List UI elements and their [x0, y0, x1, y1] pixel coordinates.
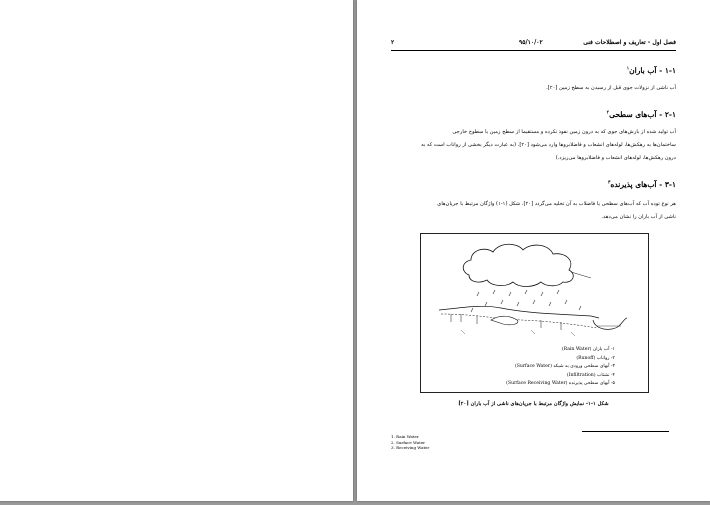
chapter-title: فصل اول - تعاریف و اصطلاحات فنی	[583, 39, 676, 46]
section-body-1: آب ناشی از نزولات جوی قبل از رسیدن به سطح زمین [۲۰].	[546, 85, 676, 91]
section-body-2: آب تولید شده از بارش‌های جوی که به درون زمین نفوذ نکرده و مستقیما از سطح زمین یا سطوح خارجی ساختمان‌ها به رهکش‌ها، لوله‌های انشعاب و فاضلابروها وارد می‌شود [۲۰]. (به عبارت دیگر بخشی از رواناب است که به درون رهکش‌ها، لوله‌های انشعاب و فاضلابروها می‌ریزد.)	[421, 129, 676, 161]
page-header	[391, 39, 676, 51]
ground-hatch	[461, 330, 575, 336]
rain-cloud	[463, 244, 573, 286]
right-page	[357, 0, 710, 501]
figure-caption: شکل ۱-۱- نمایش واژگان مرتبط با جریان‌های ناشی از آب باران [۲۰]	[458, 401, 609, 407]
section-heading-2: ۲-۱ - آب‌های سطحی$^۲$	[606, 110, 676, 119]
legend-item: ۲- رواناب (Runoff)	[576, 355, 615, 361]
receiving-water	[593, 318, 627, 329]
page-number: ۲	[391, 39, 395, 46]
section-heading-1: ۱-۱ - آب باران$^۱$	[626, 66, 676, 75]
rain-drops	[471, 290, 581, 312]
footnote-item: 2. Surface Water	[391, 439, 426, 445]
footnote-item: 1. Rain Water	[391, 434, 419, 439]
legend-item: ۳- آبهای سطحی ورودی به شبکه (Surface Water)	[514, 364, 615, 369]
section-heading-3: ۳-۱ - آب‌های پذیرنده$^۳$	[607, 180, 676, 189]
sewer-pipe	[491, 316, 518, 325]
legend-item: ۱- آب باران (Rain Water)	[561, 347, 615, 352]
header-date: ۹۵/۱۰/۰۲	[519, 39, 543, 46]
figure-legend	[475, 346, 615, 389]
footnote-item: 3. Receiving Water	[391, 445, 430, 451]
footnotes	[391, 434, 429, 451]
left-page	[0, 0, 353, 501]
section-body-3: هر نوع توده آب که آب‌های سطحی یا فاضلاب به آن تخلیه می‌گردد [۲۰]. شکل (۱-۱) واژگان مرتبط با جریان‌های ناشی از آب باران را نشان می‌دهد.	[437, 201, 676, 220]
pointer-line	[571, 272, 591, 278]
runoff-flow	[441, 314, 597, 328]
legend-item: ۴- نشتاب (Infiltration)	[566, 372, 615, 378]
legend-item: ۵- آبهای سطحی پذیرنده (Surface Receiving Water)	[506, 381, 615, 386]
footnote-separator	[582, 431, 669, 432]
ground-surface	[439, 306, 599, 318]
